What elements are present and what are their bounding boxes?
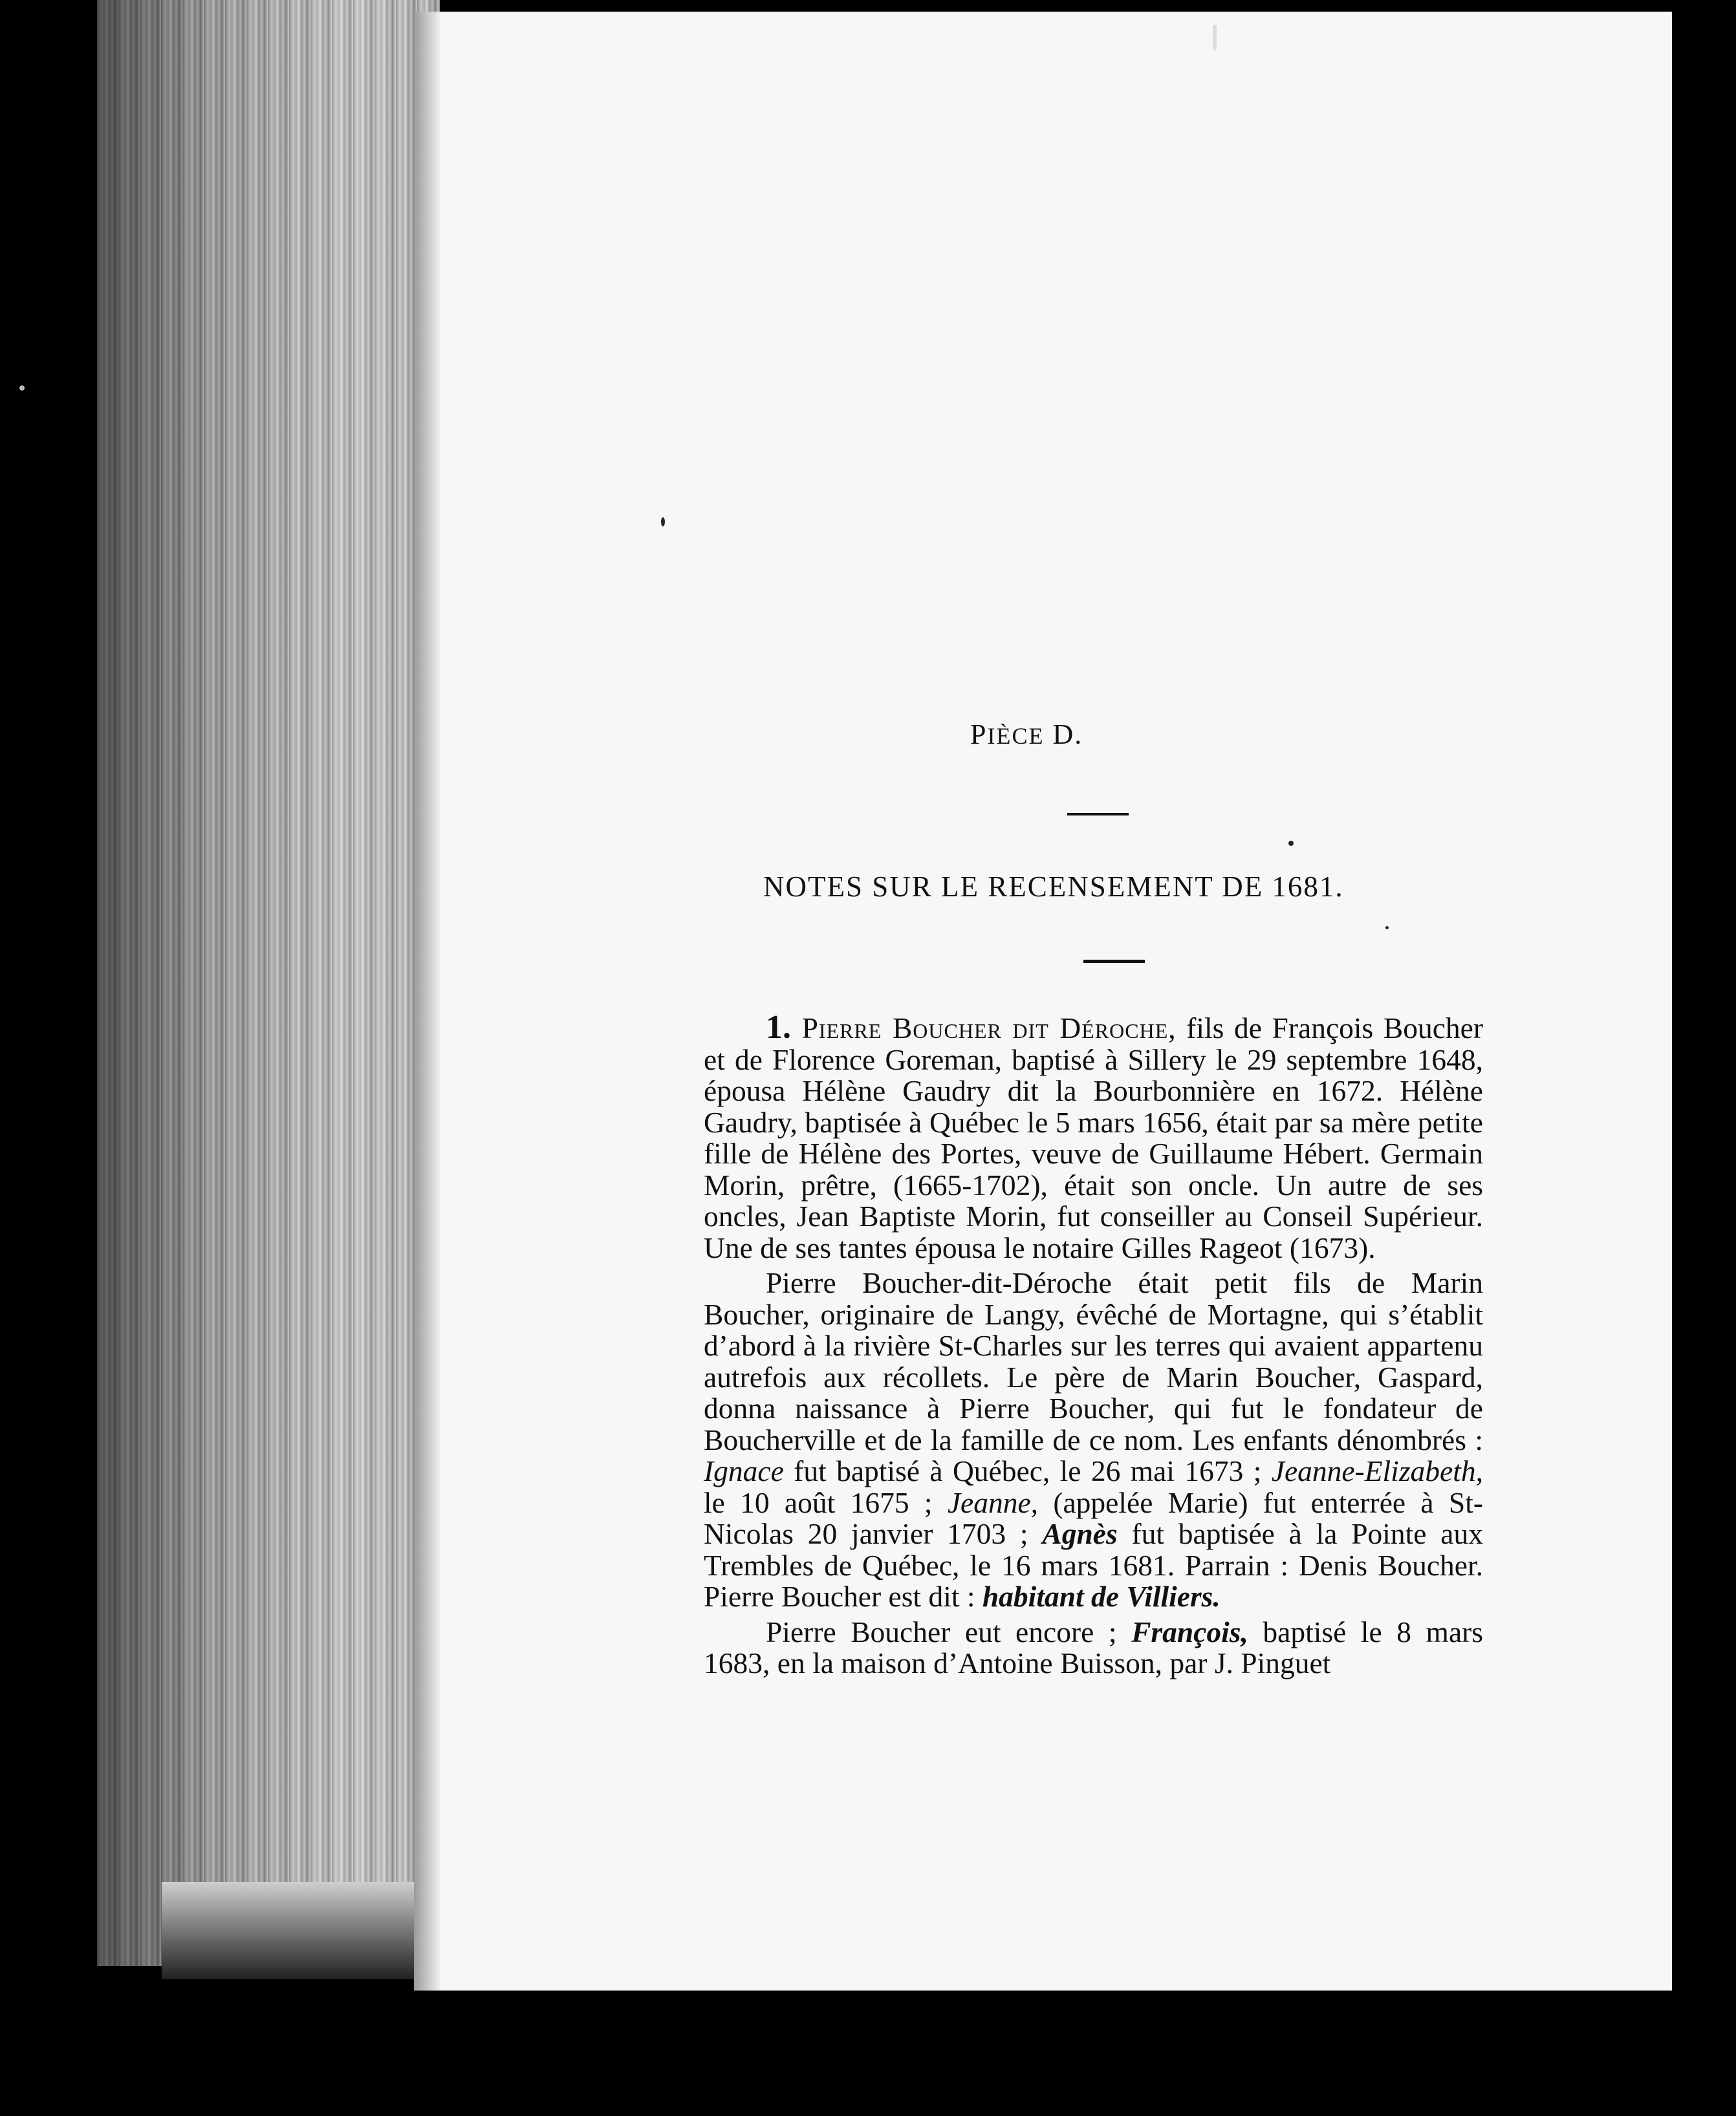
italic-phrase: habitant de Villiers. bbox=[982, 1580, 1221, 1613]
italic-name: Jeanne-Elizabeth, bbox=[1271, 1454, 1483, 1487]
paragraph-text: le 10 août 1675 ; bbox=[704, 1485, 948, 1519]
entry-number: 1. bbox=[766, 1009, 791, 1046]
book-bottom-edge bbox=[162, 1882, 440, 1979]
body-text bbox=[704, 1009, 1483, 1679]
paragraph-1 bbox=[704, 1009, 1483, 1264]
entry-name: Pierre Boucher dit Déroche, bbox=[791, 1011, 1177, 1044]
piece-title-initial: P bbox=[970, 718, 988, 750]
paragraph-text: Pierre Boucher-dit-Déroche était petit fils de Marin Boucher, originaire de Langy, évêché de Mortagne, qui s’établit d’abord à la rivière St-Charles sur les terres qui avaient appartenu autrefois aux récollets. Le père de Marin Boucher, Gaspard, donna naissance à Pierre Boucher, qui fut le fondateur de Boucherville et de la famille de ce nom. Les enfants dénombrés : bbox=[704, 1266, 1483, 1456]
scan-speck bbox=[19, 385, 25, 391]
italic-name: Ignace bbox=[704, 1454, 784, 1487]
paragraph-text: baptisé le 8 mars 1683, en la maison d’Antoine Buisson, par J. Pinguet bbox=[704, 1615, 1483, 1679]
scan-speck bbox=[661, 517, 665, 526]
paragraph-3 bbox=[704, 1617, 1483, 1679]
scan-speck bbox=[1213, 25, 1217, 50]
piece-title-letter: D. bbox=[1044, 718, 1083, 750]
paragraph-2 bbox=[704, 1268, 1483, 1613]
page-edge-shadow bbox=[97, 0, 440, 1966]
page-gutter bbox=[414, 12, 440, 1991]
italic-name: Jeanne, bbox=[947, 1485, 1039, 1519]
scan-speck bbox=[1385, 926, 1389, 929]
paragraph-text: Pierre Boucher eut encore ; bbox=[766, 1615, 1132, 1648]
paragraph-text: fut baptisé à Québec, le 26 mai 1673 ; bbox=[783, 1454, 1272, 1487]
piece-title bbox=[970, 718, 1229, 751]
italic-name: Agnès bbox=[1042, 1517, 1118, 1550]
book-page bbox=[420, 12, 1672, 1991]
paragraph-text: fils de François Boucher et de Florence Goreman, baptisé à Sillery le 29 septembre 1648, épousa Hélène Gaudry dit la Bourbonnière en 1672. Hélène Gaudry, baptisée à Québec le 5 mars 1656, était par sa mère petite fille de Hélène des Portes, veuve de Guillaume Hébert. Germain Morin, prêtre, (1665-1702), était son oncle. Un autre de ses oncles, Jean Baptiste Morin, fut conseiller au Conseil Supérieur. Une de ses tantes épousa le notaire Gilles Rageot (1673). bbox=[704, 1011, 1483, 1264]
paragraph-text: fut baptisée à la Pointe aux Trembles de Québec, le 16 mars 1681. Parrain : Denis Boucher. Pierre Boucher est dit : bbox=[704, 1517, 1483, 1613]
divider-rule bbox=[1083, 960, 1145, 963]
scan-border-right bbox=[1672, 12, 1736, 1991]
section-heading: NOTES SUR LE RECENSEMENT DE 1681. bbox=[763, 870, 1344, 903]
paragraph-text: (appelée Marie) fut enterrée à St-Nicolas 20 janvier 1703 ; bbox=[704, 1485, 1483, 1550]
piece-title-rest: IÈCE bbox=[987, 723, 1045, 749]
italic-name: François, bbox=[1131, 1615, 1248, 1648]
scan-speck bbox=[1288, 841, 1294, 846]
divider-rule bbox=[1067, 813, 1129, 815]
